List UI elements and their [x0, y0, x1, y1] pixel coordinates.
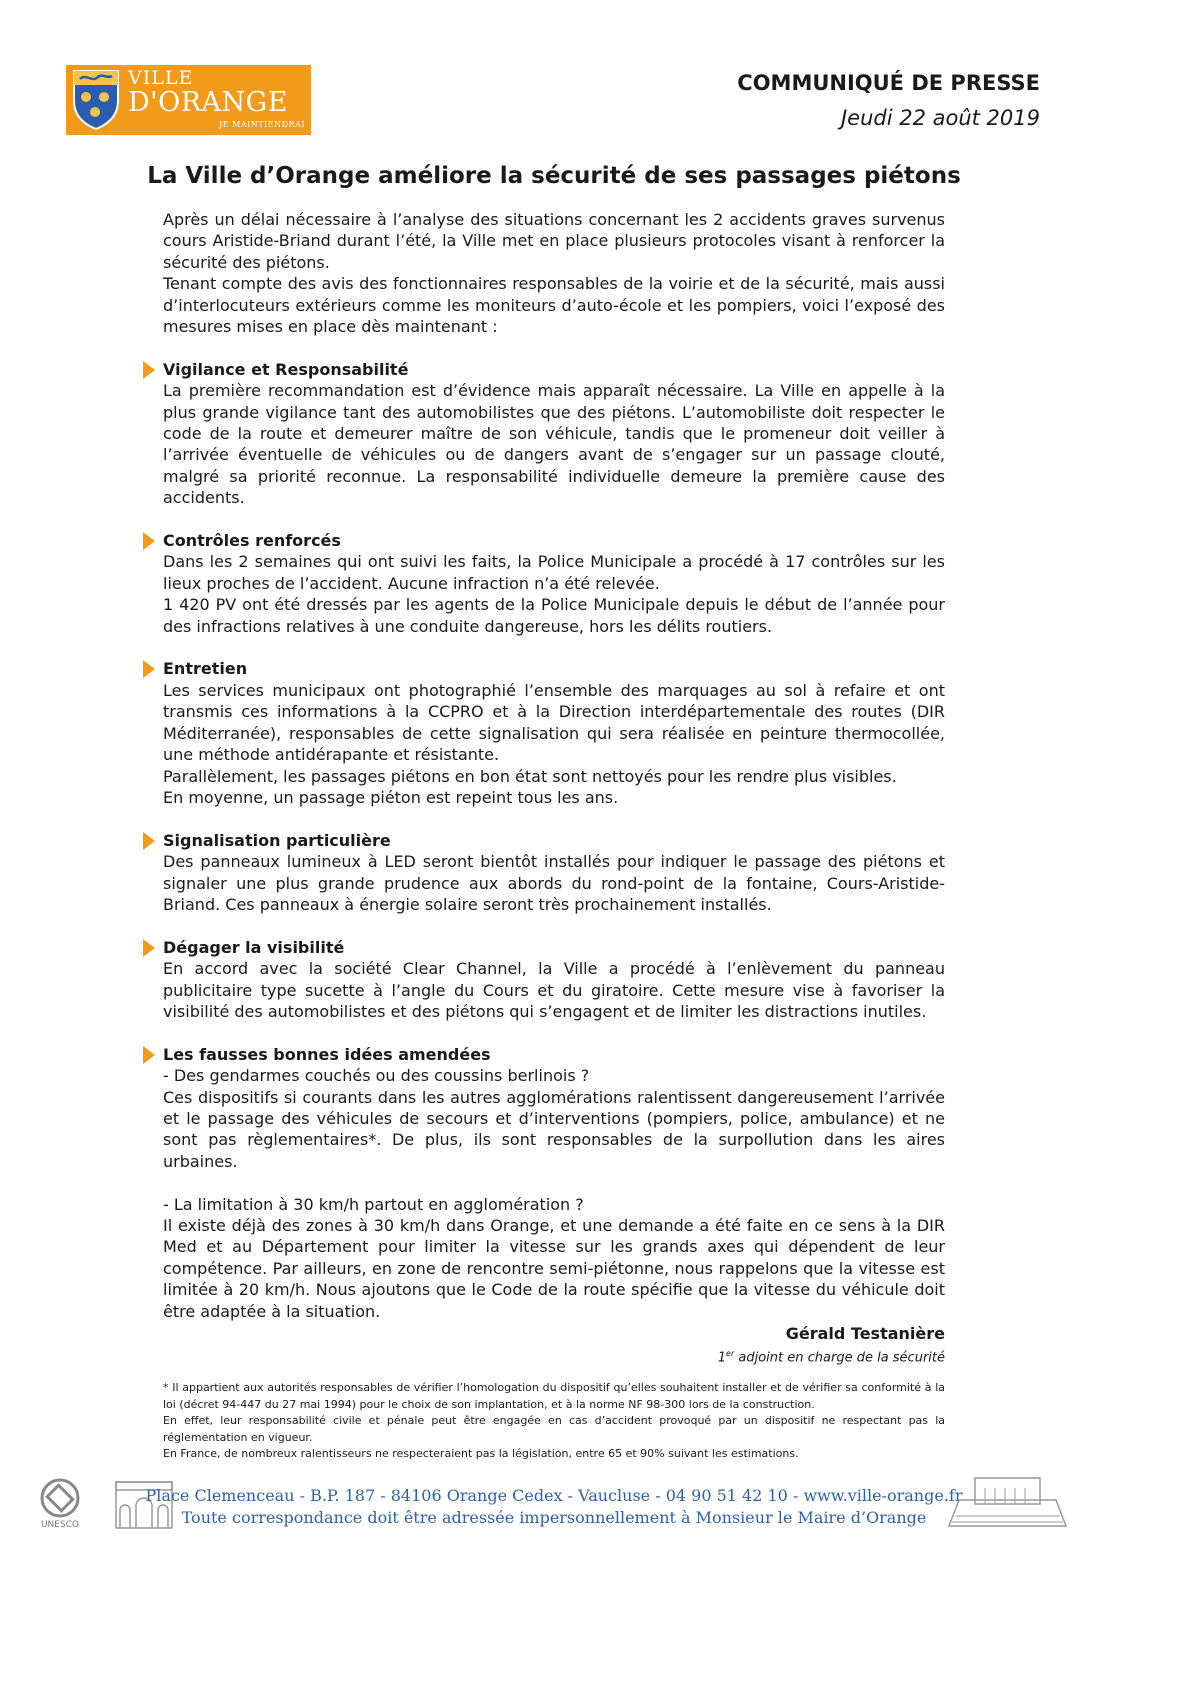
- footnote-paragraph: En effet, leur responsabilité civile et pénale peut être engagée en cas d’accident provoqué par un dispositif ne respectant pas la réglementation en vigueur.: [163, 1414, 945, 1444]
- signatory-name: Gérald Testanière: [785, 1324, 945, 1343]
- section-paragraph: Les services municipaux ont photographié l’ensemble des marquages au sol à refaire et ont transmis ces informations à la CCPRO et à la Direction interdépartementale des routes (DIR Méditerranée), responsables de cette signalisation qui sera réalisée en peinture thermocollée, une méthode antidérapante et résistante.: [163, 680, 945, 765]
- section-paragraph: La première recommandation est d’évidence mais apparaît nécessaire. La Ville en appelle à la plus grande vigilance tant des automobilistes que des piétons. L’automobiliste doit respecter le code de la route et demeurer maître de son véhicule, tandis que le promeneur doit veiller à l’arrivée éventuelle de véhicules ou de dangers avant de s’engager sur un passage clouté, malgré sa priorité reconnue. La responsabilité individuelle demeure la première cause des accidents.: [163, 381, 945, 508]
- section-signalisation: [163, 830, 945, 916]
- section-paragraph: En accord avec la société Clear Channel, la Ville a procédé à l’enlèvement du panneau publicitaire type sucette à l’angle du Cours et du giratoire. Cette mesure vise à favoriser la visibilité des automobilistes et des piétons qui s’engagent et de limiter les distractions inutiles.: [163, 959, 945, 1021]
- section-paragraph: En moyenne, un passage piéton est repeint tous les ans.: [163, 787, 619, 807]
- section-visibilite: [163, 937, 945, 1023]
- orange-triangle-icon: [143, 832, 155, 850]
- logo-line-1: VILLE: [128, 67, 194, 89]
- logo-line-2: D'ORANGE: [128, 87, 288, 118]
- section-heading: Contrôles renforcés: [163, 530, 945, 551]
- orange-triangle-icon: [143, 660, 155, 678]
- coat-of-arms-icon: [70, 67, 122, 131]
- section-paragraph: Parallèlement, les passages piétons en bon état sont nettoyés pour les rendre plus visibles.: [163, 766, 897, 786]
- orange-triangle-icon: [143, 1046, 155, 1064]
- footnote-paragraph: * Il appartient aux autorités responsables de vérifier l’homologation du dispositif qu’elles souhaitent installer et de vérifier sa conformité à la loi (décret 94-447 du 27 mai 1994) pour le choix de son implantation, et à la norme NF 98-300 lors de la construction.: [163, 1381, 945, 1411]
- section-paragraph: - La limitation à 30 km/h partout en agglomération ?: [163, 1194, 584, 1214]
- section-entretien: [163, 658, 945, 808]
- footnote: [163, 1380, 945, 1463]
- paragraph-spacer: [163, 1172, 945, 1193]
- section-vigilance: [163, 359, 945, 509]
- footer-address: Place Clemenceau - B.P. 187 - 84106 Orange Cedex - Vaucluse - 04 90 51 42 10 - www.ville-orange.fr: [145, 1486, 963, 1505]
- section-heading: Entretien: [163, 658, 945, 679]
- section-heading: Vigilance et Responsabilité: [163, 359, 945, 380]
- section-paragraph: Dans les 2 semaines qui ont suivi les faits, la Police Municipale a procédé à 17 contrôles sur les lieux proches de l’accident. Aucune infraction n’a été relevée.: [163, 552, 945, 593]
- section-paragraph: Des panneaux lumineux à LED seront bientôt installés pour indiquer le passage des piétons et signaler une plus grande prudence aux abords du rond-point de la fontaine, Cours-Aristide-Briand. Ces panneaux à énergie solaire seront très prochainement installés.: [163, 852, 945, 914]
- press-release-label: COMMUNIQUÉ DE PRESSE: [737, 71, 1040, 95]
- signatory-role: 1er adjoint en charge de la sécurité: [717, 1349, 945, 1366]
- section-heading: Les fausses bonnes idées amendées: [163, 1044, 945, 1065]
- press-release-date: Jeudi 22 août 2019: [840, 106, 1040, 130]
- orange-triangle-icon: [143, 939, 155, 957]
- antique-theatre-icon: [945, 1470, 1070, 1530]
- document-body: [163, 209, 945, 1322]
- intro-paragraph: Tenant compte des avis des fonctionnaires responsables de la voirie et de la sécurité, mais aussi d’interlocuteurs extérieurs comme les moniteurs d’auto-école et les pompiers, voici l’exposé des mesures mises en place dès maintenant :: [163, 274, 945, 337]
- section-paragraph: Il existe déjà des zones à 30 km/h dans Orange, et une demande a été faite en ce sens à la DIR Med et au Département pour limiter la vitesse sur les grands axes qui dépendent de leur compétence. Par ailleurs, en zone de rencontre semi-piétonne, nous rappelons que la vitesse est limitée à 20 km/h. Nous ajoutons que le Code de la route spécifie que la vitesse du véhicule doit être adaptée à la situation.: [163, 1215, 945, 1321]
- section-heading: Signalisation particulière: [163, 830, 945, 851]
- section-paragraph: Ces dispositifs si courants dans les autres agglomérations ralentissent dangereusement l’arrivée et le passage des véhicules de secours et d’interventions (pompiers, police, ambulance) et ne sont pas règlementaires*. De plus, ils sont responsables de la surpollution dans les aires urbaines.: [163, 1087, 945, 1171]
- orange-triangle-icon: [143, 532, 155, 550]
- section-paragraph: - Des gendarmes couchés ou des coussins berlinois ?: [163, 1066, 590, 1086]
- footer: [0, 1485, 1108, 1529]
- section-heading: Dégager la visibilité: [163, 937, 945, 958]
- logo-motto: JE MAINTIENDRAI: [219, 120, 305, 129]
- footnote-paragraph: En France, de nombreux ralentisseurs ne respecteraient pas la législation, entre 65 et 90% suivant les estimations.: [163, 1447, 799, 1460]
- orange-triangle-icon: [143, 361, 155, 379]
- section-fausses-idees: [163, 1044, 945, 1322]
- signature-block: [718, 1324, 945, 1365]
- intro-paragraph: Après un délai nécessaire à l’analyse des situations concernant les 2 accidents graves survenus cours Aristide-Briand durant l’été, la Ville met en place plusieurs protocoles visant à renforcer la sécurité des piétons.: [163, 210, 945, 272]
- section-paragraph: 1 420 PV ont été dressés par les agents de la Police Municipale depuis le début de l’année pour des infractions relatives à une conduite dangereuse, hors les délits routiers.: [163, 595, 945, 636]
- section-controles: [163, 530, 945, 637]
- unesco-label: UNESCO: [40, 1520, 80, 1530]
- document-title: La Ville d’Orange améliore la sécurité de ses passages piétons: [147, 163, 961, 189]
- ville-orange-logo: [66, 65, 311, 135]
- footer-correspondence: Toute correspondance doit être adressée impersonnellement à Monsieur le Maire d’Orange: [181, 1508, 927, 1527]
